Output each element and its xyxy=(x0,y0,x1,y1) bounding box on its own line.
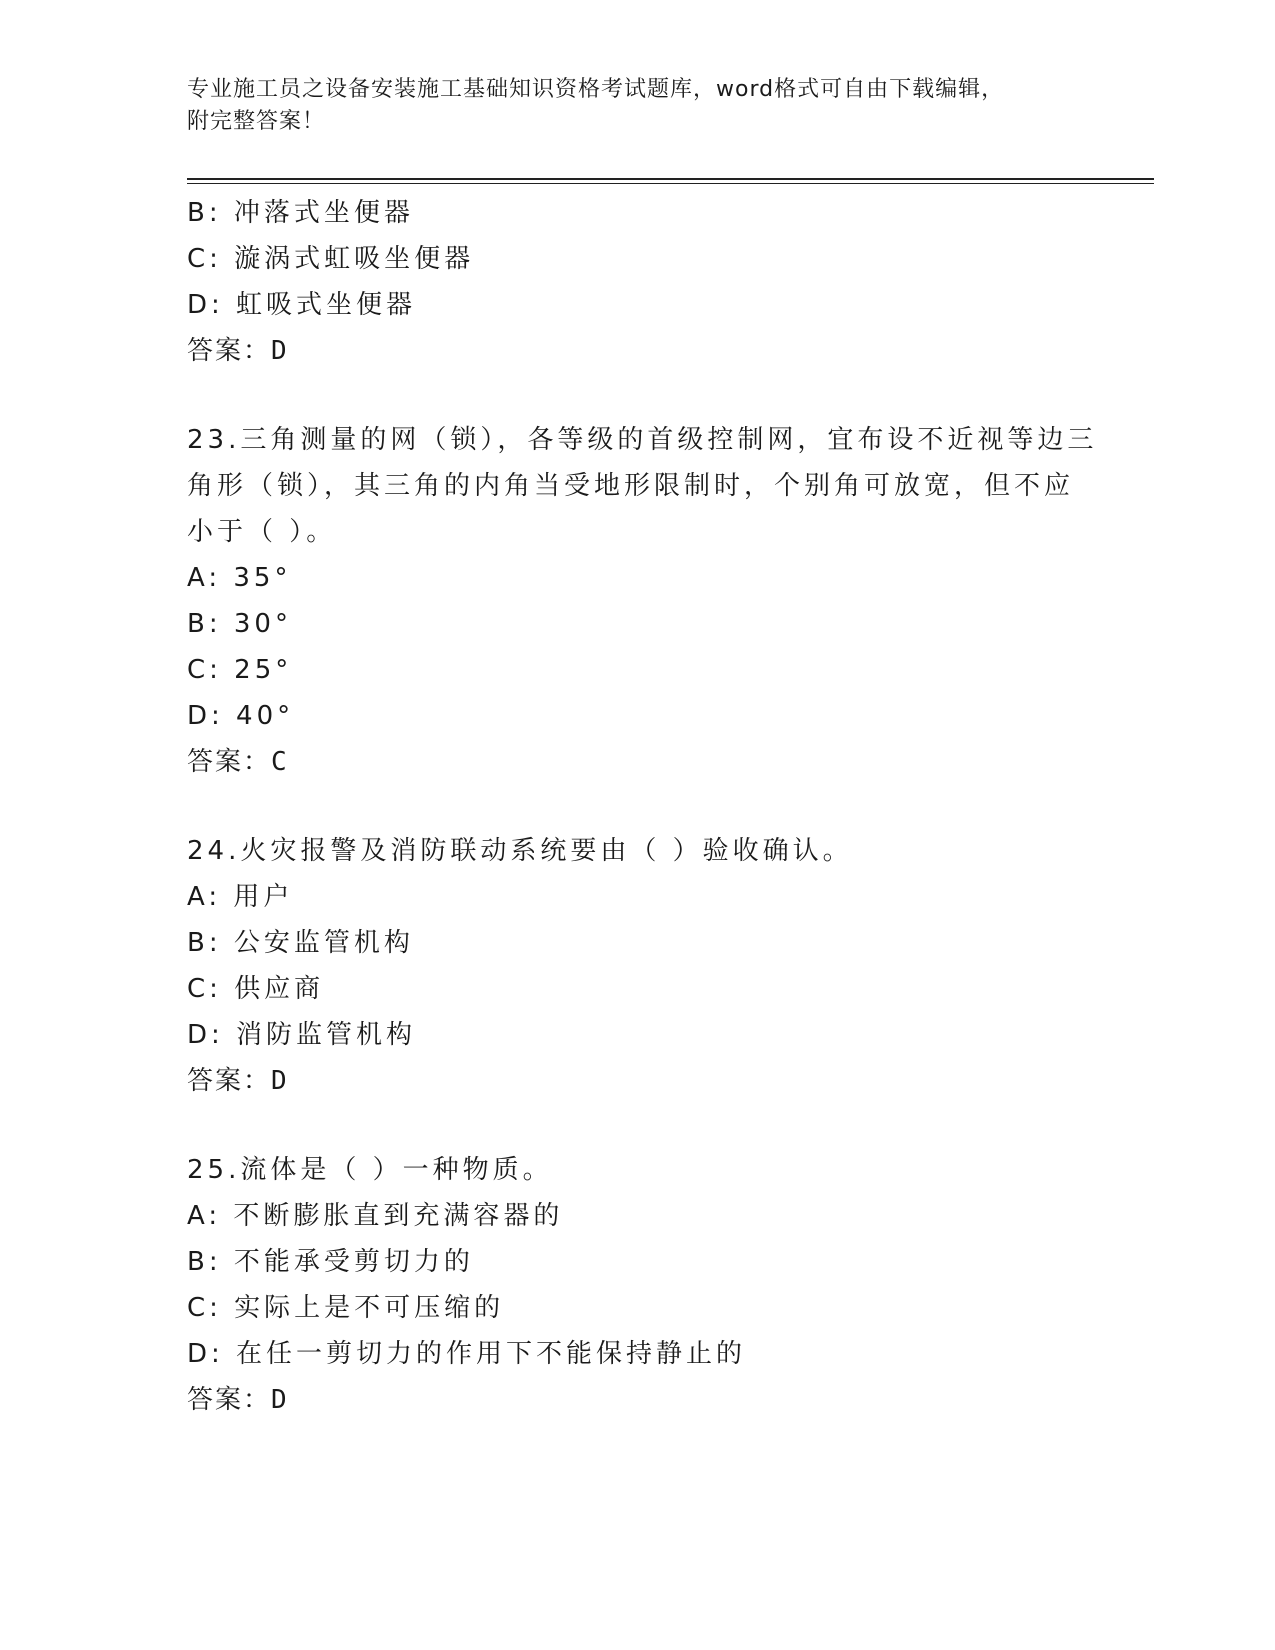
stem-line: 24.火灾报警及消防联动系统要由（ ）验收确认。 xyxy=(187,836,853,866)
option-a: A: 用户 xyxy=(187,882,294,912)
question-stem xyxy=(187,417,1098,555)
option-c: C: 25° xyxy=(187,655,293,685)
answer-value: D xyxy=(271,1385,289,1415)
option-a: A: 35° xyxy=(187,563,292,593)
answer-label: 答案： xyxy=(187,336,272,366)
answer-line xyxy=(187,1058,1107,1104)
header-line-1: 专业施工员之设备安装施工基础知识资格考试题库，word格式可自由下载编辑， xyxy=(187,77,1005,102)
option-d: D: 在任一剪切力的作用下不能保持静止的 xyxy=(187,1339,747,1369)
answer-label: 答案： xyxy=(187,1385,272,1415)
option-d: D: 消防监管机构 xyxy=(187,1020,417,1050)
question-25 xyxy=(187,1147,1107,1423)
question-stem xyxy=(187,1147,1087,1193)
option-b: B: 公安监管机构 xyxy=(187,928,414,958)
question-stem xyxy=(187,828,1087,874)
question-24 xyxy=(187,828,1107,1104)
question-partial xyxy=(187,190,1107,374)
header-line-2: 附完整答案！ xyxy=(187,109,326,134)
answer-value: C xyxy=(271,747,289,777)
page-header xyxy=(187,74,1087,138)
option-d: D: 40° xyxy=(187,701,295,731)
option-d: D: 虹吸式坐便器 xyxy=(187,290,417,320)
answer-line xyxy=(187,739,1107,785)
option-a: A: 不断膨胀直到充满容器的 xyxy=(187,1201,564,1231)
option-c: C: 实际上是不可压缩的 xyxy=(187,1293,505,1323)
question-23 xyxy=(187,417,1107,785)
stem-line: 23.三角测量的网（锁），各等级的首级控制网，宜布设不近视等边三 xyxy=(187,425,1098,455)
option-c: C: 漩涡式虹吸坐便器 xyxy=(187,244,475,274)
answer-line xyxy=(187,328,1107,374)
answer-line xyxy=(187,1377,1107,1423)
question-list xyxy=(187,190,1107,1423)
option-b: B: 冲落式坐便器 xyxy=(187,198,414,228)
answer-value: D xyxy=(271,1066,289,1096)
answer-value: D xyxy=(271,336,289,366)
stem-line: 角形（锁），其三角的内角当受地形限制时，个别角可放宽，但不应 xyxy=(187,471,1075,501)
answer-label: 答案： xyxy=(187,747,272,777)
stem-line: 25.流体是（ ）一种物质。 xyxy=(187,1155,553,1185)
header-divider xyxy=(187,178,1154,184)
stem-line: 小于（ ）。 xyxy=(187,517,337,547)
option-b: B: 不能承受剪切力的 xyxy=(187,1247,474,1277)
option-c: C: 供应商 xyxy=(187,974,325,1004)
answer-label: 答案： xyxy=(187,1066,272,1096)
option-b: B: 30° xyxy=(187,609,292,639)
